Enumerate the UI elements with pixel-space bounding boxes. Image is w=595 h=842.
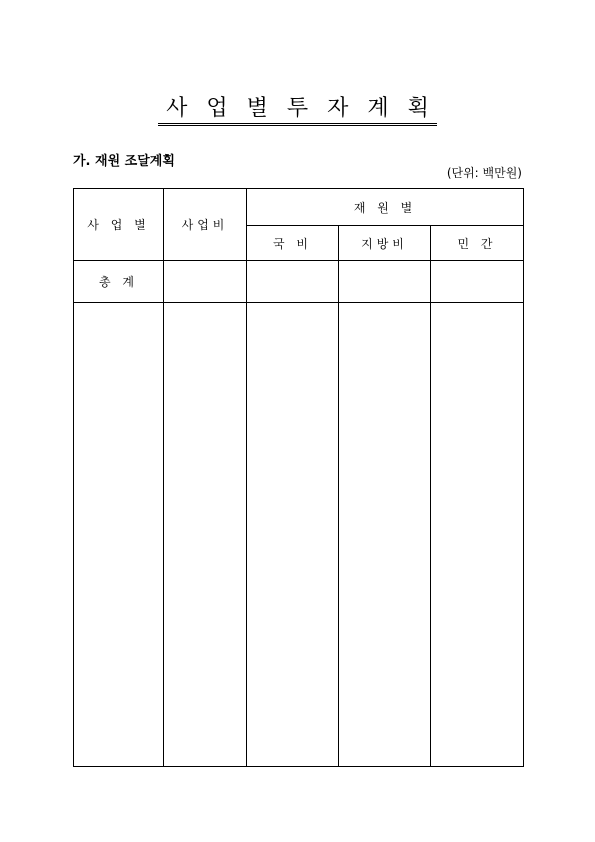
header-row: [74, 189, 524, 226]
header-source: 재 원 별: [247, 189, 524, 226]
detail-cost-cell[interactable]: [164, 303, 247, 767]
section-heading: 가. 재원 조달계획: [73, 154, 175, 169]
total-national-cell[interactable]: [247, 261, 339, 303]
total-cost-cell[interactable]: [164, 261, 247, 303]
total-row: [74, 261, 524, 303]
detail-national-cell[interactable]: [247, 303, 339, 767]
header-business: 사 업 별: [74, 189, 164, 261]
header-cost: 사업비: [164, 189, 247, 261]
detail-row: [74, 303, 524, 767]
subheader-private: 민 간: [431, 226, 524, 261]
total-label: 총 계: [74, 261, 164, 303]
subheader-national: 국 비: [247, 226, 339, 261]
unit-note: (단위: 백만원): [446, 166, 522, 180]
total-private-cell[interactable]: [431, 261, 524, 303]
detail-local-cell[interactable]: [339, 303, 431, 767]
detail-business-cell[interactable]: [74, 303, 164, 767]
page-title-text: 사 업 별 투 자 계 획: [158, 96, 437, 126]
detail-private-cell[interactable]: [431, 303, 524, 767]
subheader-local: 지방비: [339, 226, 431, 261]
page-title: [0, 96, 595, 126]
total-local-cell[interactable]: [339, 261, 431, 303]
funding-table: [73, 188, 524, 767]
